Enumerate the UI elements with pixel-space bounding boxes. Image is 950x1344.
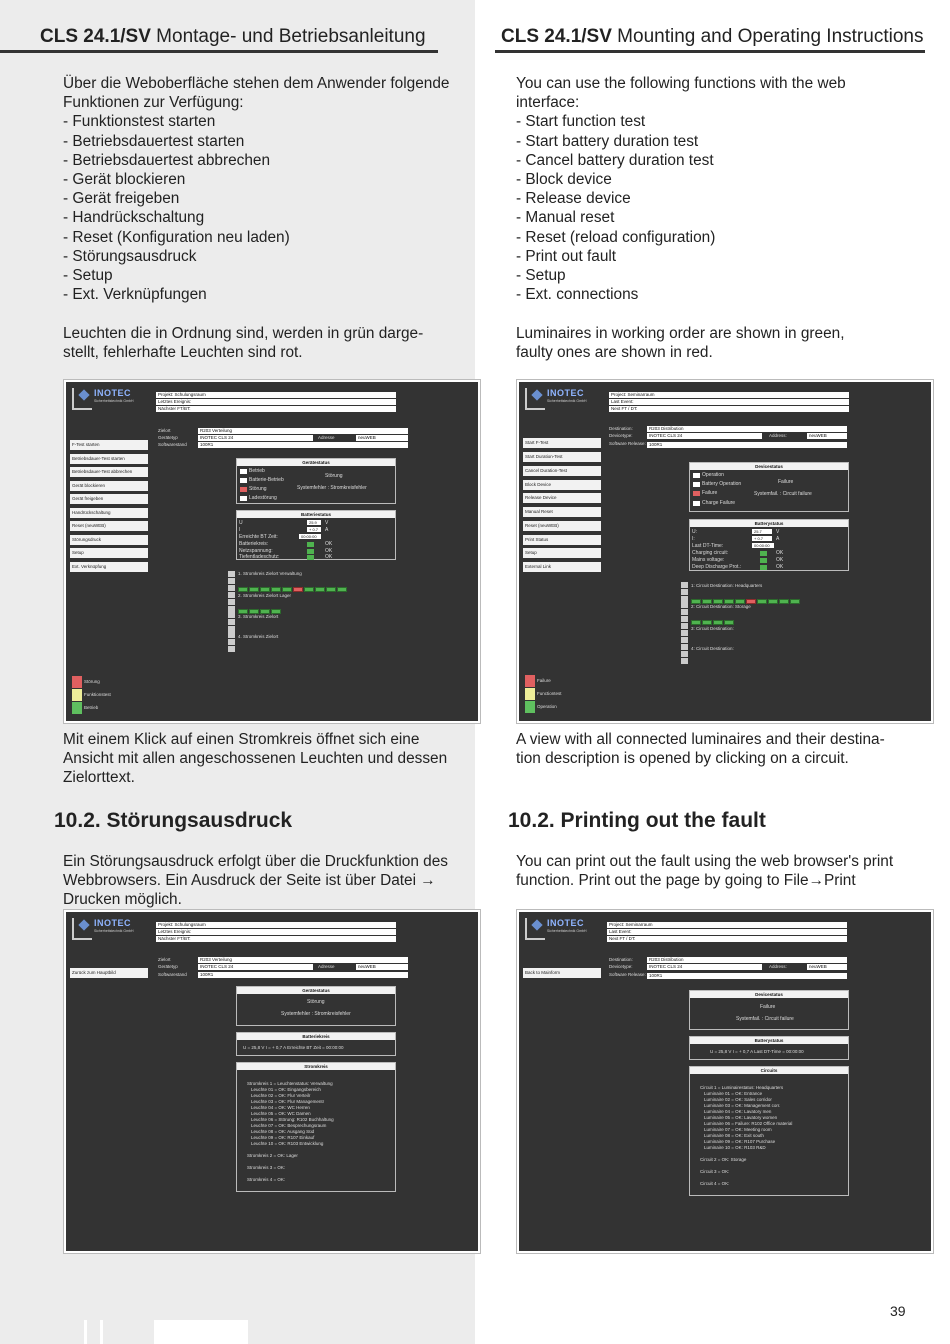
battery-circuit-label: Batteriekreis: [239, 541, 269, 547]
legend-operation-label: Operation [537, 704, 557, 709]
device-status-panel [689, 990, 849, 1030]
address-field: neuWEB [807, 964, 847, 970]
sidebar-item-manual-reset[interactable]: Manual Reset [523, 507, 601, 517]
circuit-4-row[interactable]: Circuit 4 = OK: [700, 1181, 730, 1186]
circuit-1-head[interactable]: Circuit 1 = Luminairestatus: Headquarters [700, 1085, 784, 1090]
battery-deep-ok-swatch [760, 565, 767, 570]
screenshot-web-ui-en [517, 380, 933, 723]
status-operation-swatch [240, 469, 247, 474]
battery-i-value: + 0.7 [752, 536, 772, 541]
device-status-title: Devicestatus [690, 463, 848, 470]
status-failure-swatch [240, 487, 247, 492]
header-left [40, 26, 426, 48]
status-battery-label: Batterie-Betrieb [249, 477, 284, 483]
devicetype-field: INOTEC CLS 24 [647, 433, 762, 439]
click-left: Mit einem Klick auf einen Stromkreis öffnet sich eine Ansicht mit allen angeschossenen Leuchten und dessen Zielorttext. [63, 731, 448, 787]
device-status-title: Devicestatus [690, 991, 848, 998]
header-left-rule [0, 50, 438, 53]
software-label: Software Release: [609, 972, 646, 977]
status-main: Störung [307, 999, 325, 1005]
sidebar-item-cancel-duration[interactable]: Cancel Duration-Test [523, 466, 601, 476]
sidebar-item-setup[interactable]: Setup [70, 548, 148, 558]
lamp-row: Luminaire 10 = OK: R103 R&D [704, 1145, 766, 1150]
back-button[interactable]: Zurück zum Hauptbild [70, 968, 148, 978]
inotec-logo: INOTEC Sicherheitstechnik GmbH [72, 918, 154, 940]
intro-left: Über die Weboberfläche stehen dem Anwender folgende Funktionen zur Verfügung: - Funktionstest starten - Betriebsdauertest starten - Betriebsdauertest abbrechen - Gerät blockieren - Gerät freigeben - Handrückschaltung - Reset (Konfiguration neu laden) - Störungsausdruck - Setup - Ext. Verknüpfungen [63, 75, 450, 304]
address-field: neuWEB [356, 435, 408, 441]
devicetype-field: INOTEC CLS 24 [647, 964, 762, 970]
sidebar-item-ext-link[interactable]: External Link [523, 562, 601, 572]
circuit-1-icons [681, 582, 688, 603]
battery-deep-ok: OK [776, 564, 784, 570]
battery-panel [689, 1036, 849, 1060]
sidebar-item-release[interactable]: Release Device [523, 493, 601, 503]
lamp-row: Luminaire 09 = OK: R107 Purchase [704, 1139, 776, 1144]
status-main: Störung [325, 473, 343, 479]
status-charge-swatch [240, 496, 247, 501]
print-left: Ein Störungsausdruck erfolgt über die Druckfunktion des Webbrowsers. Ein Ausdruck der Seite ist über Datei → Drucken möglich. [63, 853, 448, 909]
battery-mains-ok-swatch [760, 558, 767, 563]
battery-i-unit: A [776, 536, 780, 542]
status-main: Failure [778, 479, 794, 485]
software-field: 100R1 [647, 442, 847, 448]
status-detail: Systemfail. : Circuit failure [754, 491, 812, 497]
screenshot-print-de [64, 910, 480, 1253]
sidebar-item-print[interactable]: Print Status [523, 535, 601, 545]
legend-operation-swatch [525, 701, 535, 713]
circuit-3-link[interactable]: 3. Stromkreis Zielort [238, 614, 279, 619]
devicetype-label: Gerätetyp [158, 964, 178, 969]
lamp-row: Luminaire 04 = OK: Lavatory men [704, 1109, 772, 1114]
device-status-title: Gerätestatus [237, 459, 395, 466]
sidebar-item-block[interactable]: Gerät blockieren [70, 481, 148, 491]
circuit-2-row[interactable]: Stromkreis 2 = OK: Lager [247, 1153, 298, 1158]
screenshot-print-en [517, 910, 933, 1253]
battery-mains-ok-swatch [307, 549, 314, 554]
status-failure-label: Störung [249, 486, 267, 492]
sidebar-item-print[interactable]: Störungsdruck [70, 535, 148, 545]
battery-bt-value: 00:00:00 [752, 543, 774, 548]
battery-bt-value: 00:00:00 [299, 534, 321, 539]
lamp-row: Leuchte 01 = OK: Eingangsbereich [251, 1087, 321, 1092]
battery-title: Batterystatus [690, 1037, 848, 1044]
circuit-panel [236, 1062, 396, 1192]
sidebar-item-ftest[interactable]: Start F-Test [523, 438, 601, 448]
device-status-title: Gerätestatus [237, 987, 395, 994]
circuit-4-link[interactable]: 4. Stromkreis Zielort [238, 634, 279, 639]
status-operation-label: Betrieb [249, 468, 265, 474]
inotec-logo: INOTEC Sicherheitstechnik GmbH [525, 388, 607, 410]
battery-status-panel [236, 510, 396, 560]
status-failure-label: Failure [702, 490, 718, 496]
circuit-title: Stromkreis [237, 1063, 395, 1070]
circuit-3-icons [228, 612, 235, 633]
header-right-model: CLS 24.1/SV [501, 26, 612, 47]
lamp-row: Leuchte 04 = OK: WC Herren [251, 1105, 310, 1110]
battery-line: U = 25,8 V I = + 0,7 A Erreichte BT Zeit = 00:00:00 [243, 1045, 344, 1050]
battery-title: Batteriekreis [237, 1033, 395, 1040]
click-right: A view with all connected luminaires and their destina- tion description is opened by clicking on a circuit. [516, 731, 885, 768]
sidebar-item-duration-test[interactable]: Start Duration-Test [523, 452, 601, 462]
sidebar-item-release[interactable]: Gerät freigeben [70, 494, 148, 504]
lamp-row: Leuchte 07 = OK: Besprechungsraum [251, 1123, 327, 1128]
destination-field: R203 Verteilung [198, 957, 408, 963]
battery-u-value: 25.9 [307, 520, 321, 525]
battery-circuit-ok: OK [776, 550, 784, 556]
page-number: 39 [890, 1303, 906, 1319]
sidebar-item-block[interactable]: Block Device [523, 480, 601, 490]
battery-circuit-ok: OK [325, 541, 333, 547]
circuit-2-lamps [238, 601, 282, 606]
status-operation-swatch [693, 473, 700, 478]
lamp-row: Luminaire 01 = OK: Entrance [704, 1091, 763, 1096]
address-label: Address: [769, 433, 787, 438]
status-battery-swatch [240, 478, 247, 483]
lamp-row: Luminaire 03 = OK: Management corr. [704, 1103, 781, 1108]
battery-u-label: U: [692, 529, 697, 535]
circuit-2-link[interactable]: 2: Circuit Destination: Storage [691, 604, 751, 609]
project-info: Project: Seminarraum Last Event: Next FT / DT: [609, 392, 849, 413]
circuit-3-icons [681, 623, 688, 644]
sidebar-item-setup[interactable]: Setup [523, 548, 601, 558]
footer-block [154, 1320, 248, 1344]
circuit-3-link[interactable]: 3: Circuit Destination: [691, 626, 734, 631]
device-status-panel [236, 986, 396, 1026]
destination-label: Zielort [158, 957, 171, 962]
software-field: 100R1 [198, 442, 408, 448]
sidebar-item-ext-link[interactable]: Ext. Verknüpfung [70, 562, 148, 572]
battery-i-value: + 0.7 [307, 527, 321, 532]
circuit-1-lamps [238, 579, 348, 584]
battery-mains-ok: OK [776, 557, 784, 563]
header-right-title: Mounting and Operating Instructions [617, 26, 924, 47]
legend-operation-swatch [72, 702, 82, 714]
circuit-4-icons [228, 632, 235, 653]
header-right-rule [495, 50, 925, 53]
destination-field: R203 Distribution [647, 426, 847, 432]
status-detail: Systemfehler : Stromkreisfehler [281, 1011, 351, 1017]
software-label: Software Release: [609, 441, 646, 446]
circuit-panel [689, 1066, 849, 1196]
lights-right: Luminaires in working order are shown in green, faulty ones are shown in red. [516, 325, 845, 362]
battery-status-panel [689, 519, 849, 571]
status-charge-swatch [693, 501, 700, 506]
address-label: Address: [769, 964, 787, 969]
software-field: 100R1 [647, 973, 847, 979]
devicetype-field: INOTEC CLS 24 [198, 964, 313, 970]
circuit-title: Circuits [690, 1067, 848, 1074]
section-heading-right: 10.2. Printing out the fault [508, 809, 766, 832]
battery-i-unit: A [325, 527, 329, 533]
lamp-row: Leuchte 09 = OK: R107 Einkauf [251, 1135, 315, 1140]
battery-status-title: Batterystatus [690, 520, 848, 527]
inotec-logo: INOTEC Sicherheitstechnik GmbH [525, 918, 607, 940]
battery-mains-label: Mains voltage: [692, 557, 725, 563]
battery-deep-ok-swatch [307, 555, 314, 560]
address-label: Adresse [318, 964, 335, 969]
status-detail: Systemfehler : Stromkreisfehler [297, 485, 367, 491]
circuit-4-row[interactable]: Stromkreis 4 = OK: [247, 1177, 286, 1182]
destination-field: R203 Verteilung [198, 428, 408, 434]
circuit-4-icons [681, 644, 688, 665]
circuit-2-icons [681, 602, 688, 623]
destination-field: R203 Distribution [647, 957, 847, 963]
battery-u-unit: V [776, 529, 780, 535]
lamp-row: Leuchte 10 = OK: R103 Entwicklung [251, 1141, 324, 1146]
sidebar-item-duration-test[interactable]: Betriebsdauer-Test starten [70, 454, 148, 464]
sidebar-item-reset[interactable]: Reset (neuWEB) [70, 521, 148, 531]
battery-status-title: Batteriestatus [237, 511, 395, 518]
circuit-1-lamps [691, 591, 801, 596]
destination-label: Destination: [609, 957, 633, 962]
header-left-model: CLS 24.1/SV [40, 26, 151, 47]
lamp-row: Luminaire 06 = Failure: R102 Office material [704, 1121, 793, 1126]
lamp-row: Luminaire 07 = OK: Meeting room [704, 1127, 772, 1132]
project-info: Projekt: Schulungsraum Letztes Ereignis: Nächster FT/BT: [156, 922, 396, 943]
lamp-row: Leuchte 02 = OK: Flur Verteilr [251, 1093, 311, 1098]
circuit-3-row[interactable]: Stromkreis 3 = OK: [247, 1165, 286, 1170]
status-main: Failure [760, 1004, 776, 1010]
section-heading-left: 10.2. Störungsausdruck [54, 809, 293, 832]
battery-u-unit: V [325, 520, 329, 526]
circuit-list [700, 1085, 792, 1187]
sidebar-item-cancel-duration[interactable]: Betriebsdauer-Test abbrechen [70, 467, 148, 477]
devicetype-label: Devicetype: [609, 964, 633, 969]
lamp-row: Luminaire 02 = OK: Sales corridor [704, 1097, 772, 1102]
circuit-list [247, 1081, 334, 1183]
circuit-3-row[interactable]: Circuit 3 = OK: [700, 1169, 730, 1174]
project-info: Projekt: Schulungsraum Letztes Ereignis: Nächster FT/BT: [156, 392, 396, 413]
battery-i-label: I [239, 527, 241, 533]
circuit-1-head[interactable]: Stromkreis 1 = Leuchtenstatus: Verwaltung [247, 1081, 333, 1086]
device-status-panel [236, 458, 396, 504]
legend-failure-label: Failure [537, 678, 551, 683]
lights-left: Leuchten die in Ordnung sind, werden in grün darge- stellt, fehlerhafte Leuchten sind rot. [63, 325, 424, 362]
battery-deep-ok: OK [325, 554, 333, 560]
circuit-1-link[interactable]: 1: Circuit Destination: Headquarters [691, 583, 763, 588]
lamp-row: Luminaire 08 = OK: Exit south [704, 1133, 764, 1138]
print-right: You can print out the fault using the web browser's print function. Print out the page by going to File→Print [516, 853, 894, 890]
legend-failure-swatch [72, 676, 82, 688]
address-field: neuWEB [356, 964, 408, 970]
lamp-row: Leuchte 05 = OK: WC Damen [251, 1111, 311, 1116]
footer-mark [84, 1320, 87, 1344]
battery-u-value: 25.7 [752, 529, 772, 534]
sidebar-item-ftest[interactable]: F-Test starten [70, 440, 148, 450]
software-label: Softwarestand [158, 972, 187, 977]
battery-panel [236, 1032, 396, 1056]
battery-u-label: U [239, 520, 243, 526]
footer-mark [100, 1320, 103, 1344]
legend-functiontest-label: Functiontest [537, 691, 562, 696]
battery-circuit-label: Charging circuit: [692, 550, 729, 556]
header-right [501, 26, 923, 48]
lamp-row: Leuchte 03 = OK: Flur Managementr [251, 1099, 325, 1104]
battery-mains-label: Netzspannung: [239, 548, 273, 554]
legend-failure-swatch [525, 675, 535, 687]
legend-operation-label: Betrieb [84, 705, 99, 710]
battery-circuit-ok-swatch [760, 551, 767, 556]
status-failure-swatch [693, 491, 700, 496]
battery-bt-label: Last DT-Time: [692, 543, 724, 549]
battery-circuit-ok-swatch [307, 542, 314, 547]
circuit-1-icons [228, 571, 235, 592]
circuit-2-row[interactable]: Circuit 2 = OK: Storage [700, 1157, 747, 1162]
status-battery-label: Battery Operation [702, 481, 742, 487]
circuit-2-lamps [691, 612, 735, 617]
address-field: neuWEB [807, 433, 847, 439]
intro-right: You can use the following functions with the web interface: - Start function test - Start battery duration test - Cancel battery duration test - Block device - Release device - Manual reset - Reset (reload configuration) - Print out fault - Setup - Ext. connections [516, 75, 846, 304]
project-info: Project: Seminarraum Last Event: Next FT / DT: [607, 922, 847, 943]
circuit-4-link[interactable]: 4: Circuit Destination: [691, 646, 734, 651]
circuit-1-link[interactable]: 1. Stromkreis Zielort Verwaltung [238, 571, 302, 576]
header-left-title: Montage- und Betriebsanleitung [156, 26, 426, 47]
status-battery-swatch [693, 482, 700, 487]
destination-label: Zielort [158, 428, 171, 433]
battery-i-label: I: [692, 536, 695, 542]
devicetype-label: Devicetype: [609, 433, 633, 438]
legend-failure-label: Störung [84, 679, 100, 684]
status-detail: Systemfail. : Circuit failure [736, 1016, 794, 1022]
destination-label: Destination: [609, 426, 633, 431]
battery-line: U = 25,8 V I = + 0,7 A Last DT-Time = 00:00:00 [710, 1049, 804, 1054]
battery-deep-label: Tiefentladeschutz: [239, 554, 280, 560]
status-operation-label: Operation [702, 472, 724, 478]
status-charge-label: Ladestörung [249, 495, 277, 501]
devicetype-field: INOTEC CLS 24 [198, 435, 313, 441]
lamp-row: Leuchte 08 = OK: Ausgang Süd [251, 1129, 315, 1134]
software-label: Softwarestand [158, 442, 187, 447]
legend-functiontest-swatch [525, 688, 535, 700]
devicetype-label: Gerätetyp [158, 435, 178, 440]
lamp-row: Leuchte 06 = Störung: R102 Buchhaltung [251, 1117, 334, 1122]
screenshot-web-ui-de [64, 380, 480, 723]
device-status-panel [689, 462, 849, 512]
legend-functiontest-swatch [72, 689, 82, 701]
legend-functiontest-label: Funktionstest [84, 692, 111, 697]
sidebar-item-manual-reset[interactable]: Handrückschaltung [70, 508, 148, 518]
circuit-2-link[interactable]: 2. Stromkreis Zielort Lager [238, 593, 292, 598]
circuit-2-icons [228, 592, 235, 613]
inotec-logo: INOTEC Sicherheitstechnik GmbH [72, 388, 154, 410]
battery-mains-ok: OK [325, 548, 333, 554]
sidebar-item-reset[interactable]: Reset (neuWEB) [523, 521, 601, 531]
software-field: 100R1 [198, 972, 408, 978]
back-button[interactable]: Back to Mainform [523, 968, 601, 978]
lamp-row: Luminaire 05 = OK: Lavatory women [704, 1115, 778, 1120]
battery-bt-label: Erreichte BT Zeit: [239, 534, 278, 540]
status-charge-label: Charge Failure [702, 500, 736, 506]
battery-deep-label: Deep Discharge Prot.: [692, 564, 742, 570]
address-label: Adresse [318, 435, 335, 440]
